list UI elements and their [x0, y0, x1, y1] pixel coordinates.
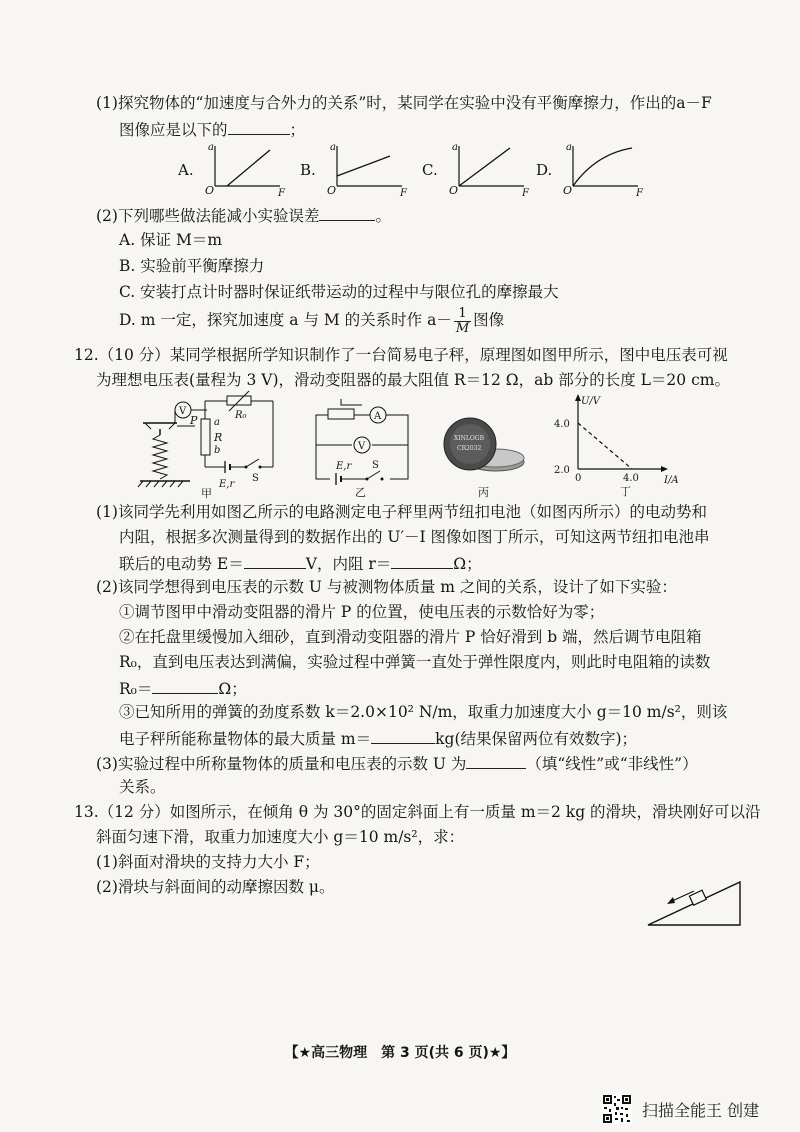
- answer-blank: [319, 204, 375, 221]
- point-a-label: a: [214, 417, 220, 428]
- q11-part1-line1: (1)探究物体的“加速度与合外力的关系”时，某同学在实验中没有平衡摩擦力，作出的a－F: [96, 94, 712, 112]
- q13-line1: 13.（12 分）如图所示，在倾角 θ 为 30°的固定斜面上有一质量 m＝2 kg 的滑块，滑块刚好可以沿: [74, 803, 761, 821]
- option-b-graph: [300, 142, 408, 199]
- switch-label: S: [252, 473, 259, 484]
- q12-part2-line7: [119, 727, 637, 749]
- q13-part1: (1)斜面对滑块的支持力大小 F；: [96, 853, 320, 871]
- q12-part1-text: V，内阻 r＝: [305, 555, 392, 573]
- figure-caption: 丁: [620, 485, 631, 498]
- coin-text: XINLOGB: [454, 435, 484, 442]
- axis-origin: O: [563, 184, 573, 197]
- axis-origin: O: [205, 184, 215, 197]
- qr-code-icon: [602, 1094, 632, 1124]
- point-b-label: b: [214, 445, 221, 456]
- axis-label-x: F: [278, 188, 285, 199]
- axis-label-y: a: [330, 142, 336, 153]
- figure-ding-ui-graph: [548, 393, 688, 498]
- axis-label-y: a: [566, 142, 572, 153]
- x-tick-end: 4.0: [623, 473, 639, 484]
- y-tick-top: 4.0: [554, 419, 570, 430]
- battery-label: E,r: [219, 479, 235, 490]
- answer-blank: [244, 552, 306, 569]
- figure-jia-circuit: [135, 393, 285, 498]
- ammeter-label: A: [374, 411, 382, 422]
- q12-part2-text: R₀＝: [119, 680, 153, 698]
- figure-caption: 丙: [478, 486, 489, 499]
- q12-part2-end: Ω；: [218, 680, 247, 698]
- axis-label-y: U/V: [581, 396, 601, 407]
- q11-part1-text: 图像应是以下的: [119, 121, 228, 139]
- answer-blank: [466, 752, 526, 769]
- option-d-graph: [536, 142, 644, 199]
- voltmeter-label: V: [358, 441, 366, 452]
- q12-part3-text: (3)实验过程中所称量物体的质量和电压表的示数 U 为: [96, 755, 467, 773]
- figure-caption: 甲: [201, 487, 212, 500]
- graph-line: [459, 148, 510, 186]
- axis-label-y: a: [208, 142, 214, 153]
- q11-part1-end: ；: [289, 121, 306, 139]
- y-tick-bottom: 2.0: [554, 465, 570, 476]
- fraction-denominator: M: [455, 320, 470, 336]
- q12-part2-line5: [119, 677, 247, 699]
- option-a-graph: [177, 142, 286, 199]
- slider-label-p: P: [190, 414, 198, 427]
- graph-line: [578, 423, 632, 469]
- graph-curve: [573, 148, 632, 186]
- q11-part2-text: (2)下列哪些做法能减小实验误差: [96, 207, 320, 225]
- scanner-watermark: [602, 1094, 792, 1124]
- q12-part2-line2: ①调节图甲中滑动变阻器的滑片 P 的位置，使电压表的示数恰好为零；: [119, 603, 605, 621]
- q12-part3-line1: [96, 752, 698, 774]
- q12-line1: 12.（10 分）某同学根据所学知识制作了一台简易电子秤，原理图如图甲所示，图中电压表可视: [74, 346, 728, 364]
- q12-part2-line6: ③已知所用的弹簧的劲度系数 k＝2.0×10² N/m，取重力加速度大小 g＝10 m/s²，则该: [119, 703, 728, 721]
- axis-origin: O: [327, 184, 337, 197]
- q11-choice-a: A. 保证 M＝m: [119, 231, 223, 249]
- x-tick-zero: 0: [575, 473, 582, 484]
- q11-choice-d: [119, 306, 504, 336]
- figure-caption: 乙: [355, 486, 366, 499]
- q12-part2-line1: (2)该同学想得到电压表的示数 U 与被测物体质量 m 之间的关系，设计了如下实验：: [96, 578, 677, 596]
- axis-label-x: I/A: [664, 475, 679, 486]
- axis-label-x: F: [522, 188, 529, 199]
- q11-part2-end: 。: [375, 207, 391, 225]
- axis-label-y: a: [452, 142, 458, 153]
- q12-part2-end: kg(结果保留两位有效数字)；: [435, 730, 638, 748]
- graph-line: [337, 156, 390, 176]
- fraction: [454, 307, 471, 336]
- q12-part3-end: （填“线性”或“非线性”）: [526, 755, 698, 773]
- q12-part1-line3: [119, 552, 482, 574]
- fraction-numerator: 1: [454, 307, 471, 322]
- graph-line: [227, 150, 270, 186]
- q11-option-graphs: [170, 138, 643, 199]
- resistor-r-label: R: [214, 431, 223, 444]
- q12-part1-line1: (1)该同学先利用如图乙所示的电路测定电子秤里两节纽扣电池（如图丙所示）的电动势和: [96, 503, 707, 521]
- q11-choice-d-text: D. m 一定，探究加速度 a 与 M 的关系时作 a－: [119, 311, 452, 329]
- answer-blank: [391, 552, 453, 569]
- q11-choice-d-end: 图像: [473, 311, 505, 329]
- answer-blank: [152, 677, 218, 694]
- switch-label: S: [372, 460, 379, 471]
- q11-choice-c: C. 安装打点计时器时保证纸带运动的过程中与限位孔的摩擦最大: [119, 283, 559, 301]
- answer-blank: [228, 118, 290, 135]
- q12-part1-line2: 内阻，根据多次测量得到的数据作出的 U′－I 图像如图丁所示，可知这两节纽扣电池串: [119, 528, 710, 546]
- q12-part2-text: 电子秤所能称量物体的最大质量 m＝: [119, 730, 372, 748]
- q11-choice-b: B. 实验前平衡摩擦力: [119, 257, 265, 275]
- option-label: D.: [536, 161, 553, 179]
- q12-part1-end: Ω；: [453, 555, 482, 573]
- q12-part1-text: 联后的电动势 E＝: [119, 555, 244, 573]
- option-label: B.: [300, 161, 316, 179]
- page-footer: 【★高三物理 第 3 页(共 6 页)★】: [284, 1045, 516, 1061]
- q12-line2: 为理想电压表(量程为 3 V)，滑动变阻器的最大阻值 R＝12 Ω，ab 部分的长度 L＝20 cm。: [96, 371, 730, 389]
- coin-text: CR2032: [457, 445, 482, 452]
- figure-yi-circuit: [310, 395, 415, 498]
- voltmeter-label: V: [179, 406, 187, 417]
- q11-part1-line2: [119, 118, 305, 140]
- battery-label: E,r: [336, 461, 352, 472]
- axis-origin: O: [449, 184, 459, 197]
- incline-figure: [640, 870, 750, 930]
- axis-label-x: F: [400, 188, 407, 199]
- q13-part2: (2)滑块与斜面间的动摩擦因数 μ。: [96, 878, 335, 896]
- q12-part2-line4: R₀，直到电压表达到满偏，实验过程中弹簧一直处于弹性限度内，则此时电阻箱的读数: [119, 653, 711, 671]
- q12-part2-line3: ②在托盘里缓慢加入细砂，直到滑动变阻器的滑片 P 恰好滑到 b 端，然后调节电阻箱: [119, 628, 702, 646]
- q12-part3-line2: 关系。: [119, 778, 166, 796]
- q13-line2: 斜面匀速下滑，取重力加速度大小 g＝10 m/s²，求：: [96, 828, 465, 846]
- r0-label: R₀: [235, 410, 247, 421]
- answer-blank: [371, 727, 435, 744]
- watermark-text: 扫描全能王 创建: [642, 1101, 760, 1120]
- q11-part2: [96, 204, 391, 226]
- axis-label-x: F: [636, 188, 643, 199]
- option-c-graph: [422, 142, 530, 199]
- option-label: C.: [422, 161, 438, 179]
- option-label: A.: [178, 161, 194, 179]
- figure-bing-coin-cells: [440, 410, 530, 498]
